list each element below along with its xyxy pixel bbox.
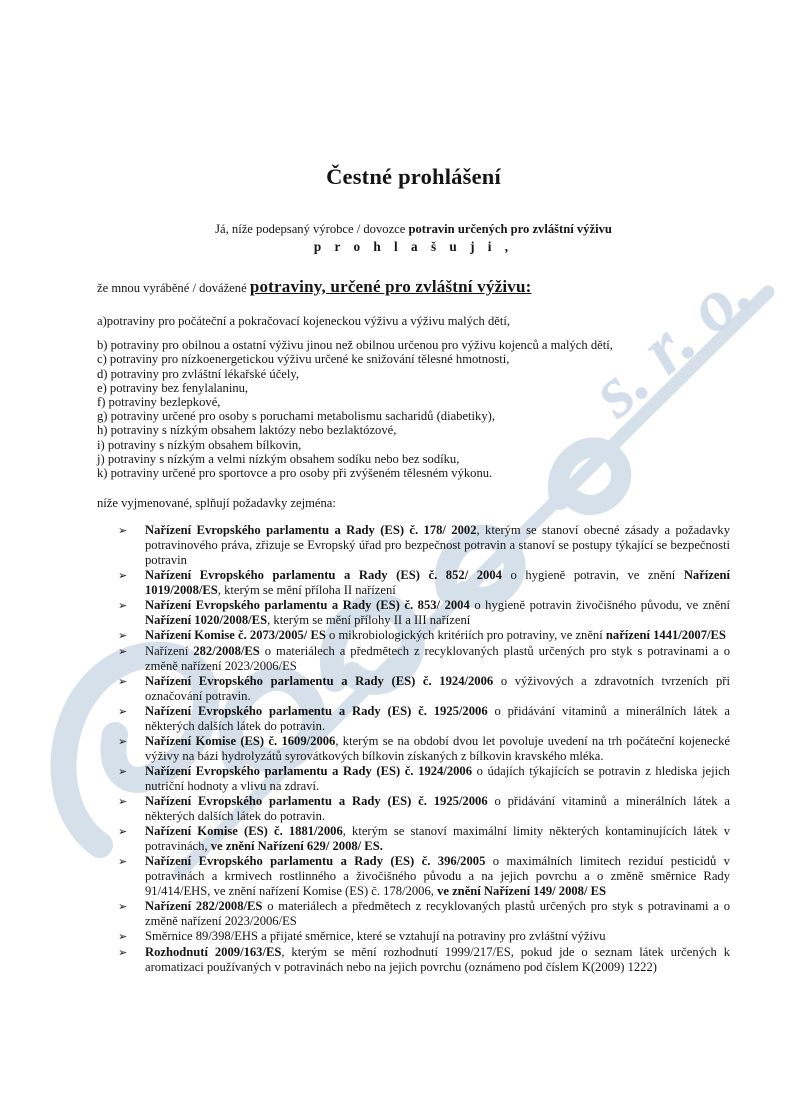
category-item: i) potraviny s nízkým obsahem bílkovin, [97, 437, 302, 452]
bullet-arrow-icon: ➢ [118, 630, 128, 643]
requirement-item [118, 644, 730, 674]
requirement-item [118, 704, 730, 734]
bullet-arrow-icon: ➢ [118, 947, 128, 960]
requirement-item [118, 598, 730, 628]
requirement-text [145, 764, 730, 794]
text-run: o mikrobiologických kritériích pro potraviny, ve znění [325, 628, 606, 643]
text-run: , kterým se mění přílohy II a III nařízení [267, 613, 471, 628]
text-run: o hygieně potravin, ve znění [501, 568, 684, 583]
requirement-item [118, 628, 730, 644]
text-run: Nařízení 1020/2008/ES [145, 613, 268, 628]
text-run: ve znění Nařízení 149/ 2008/ ES [437, 884, 607, 899]
text-run: o výživových a zdravotních tvrzeních při označování potravin. [145, 674, 730, 704]
text-run: 282/2008/ES [193, 644, 260, 659]
bullet-arrow-icon: ➢ [118, 931, 128, 944]
requirement-text [145, 704, 730, 734]
category-item: b) potraviny pro obilnou a ostatní výživu jinou než obilnou určenou pro výživu kojenců a malých dětí, [97, 338, 613, 353]
category-item: h) potraviny s nízkým obsahem laktózy nebo bezlaktózové, [97, 423, 397, 438]
category-item: j) potraviny s nízkým a velmi nízkým obsahem sodíku nebo bez sodíku, [97, 451, 460, 466]
bullet-arrow-icon: ➢ [118, 646, 128, 659]
requirement-item [118, 854, 730, 899]
requirement-text [145, 598, 730, 628]
requirement-text [145, 674, 730, 704]
requirement-text [145, 568, 730, 598]
bullet-arrow-icon: ➢ [118, 600, 128, 613]
requirement-text [145, 929, 730, 945]
text-run: Nařízení Evropského parlamentu a Rady (ES) č. 1924/2006 [145, 674, 494, 689]
text-run: o údajích týkajících se potravin z hlediska jejich nutriční hodnoty a vlivu na zdraví. [145, 764, 730, 794]
bullet-arrow-icon: ➢ [118, 766, 128, 779]
requirement-text [145, 824, 730, 854]
category-item: g) potraviny určené pro osoby s poruchami metabolismu sacharidů (diabetiky), [97, 409, 495, 424]
text-run: Nařízení [145, 644, 194, 659]
page-title: Čestné prohlášení [326, 164, 501, 189]
text-run: Nařízení Evropského parlamentu a Rady (ES) č. 852/ 2004 [145, 568, 502, 583]
text-run: , kterým se stanoví maximální limity některých kontaminujících látek v potravinách, [145, 824, 730, 854]
requirement-item [118, 674, 730, 704]
subject-prefix: že mnou vyráběné / dovážené [97, 281, 250, 295]
document-content [0, 164, 800, 975]
requirement-item [118, 523, 730, 568]
text-run: o materiálech a předmětech z recyklovaných plastů určených pro styk s potravinami a o změně nařízení 2023/2006/ES [145, 899, 730, 929]
subject-line [97, 276, 730, 299]
requirement-item [118, 945, 730, 975]
requirement-text [145, 628, 730, 644]
text-run: Nařízení Evropského parlamentu a Rady (ES) č. 853/ 2004 [145, 598, 470, 613]
text-run: Nařízení Komise (ES) č. 1881/2006 [145, 824, 343, 839]
requirement-item [118, 568, 730, 598]
text-run: Nařízení Komise č. 2073/2005/ ES [145, 628, 326, 643]
requirement-text [145, 644, 730, 674]
requirements-intro: níže vyjmenované, splňují požadavky zejména: [97, 496, 336, 511]
text-run: , kterým se mění příloha II nařízení [217, 583, 396, 598]
requirement-item [118, 734, 730, 764]
category-item: c) potraviny pro nízkoenergetickou výživu určené ke snižování tělesné hmotnosti, [97, 352, 510, 367]
text-run: o materiálech a předmětech z recyklovaných plastů určených pro styk s potravinami a o změně nařízení 2023/2006/ES [145, 644, 730, 674]
watermark-suffix-text: s. r. o. [575, 250, 768, 433]
text-run: potravin určených pro zvláštní výživu [408, 222, 612, 236]
text-run: Nařízení Evropského parlamentu a Rady (ES) č. 178/ 2002 [145, 523, 477, 538]
text-run: o přidávání vitaminů a minerálních látek a některých dalších látek do potravin. [145, 704, 730, 734]
requirement-item [118, 929, 730, 945]
bullet-arrow-icon: ➢ [118, 736, 128, 749]
text-run: , kterým se mění rozhodnutí 1999/217/ES, pokud jde o seznam látek určených k aromatizaci používaných v potravinách nebo na jejich povrchu (oznámeno pod číslem K(2009) 1222) [145, 945, 730, 975]
bullet-arrow-icon: ➢ [118, 676, 128, 689]
category-item: a)potraviny pro počáteční a pokračovací kojeneckou výživu a výživu malých dětí, [97, 314, 510, 328]
requirements-list [118, 523, 730, 975]
declarant-line [97, 221, 730, 237]
text-run: Rozhodnutí 2009/163/ES [145, 945, 282, 960]
requirement-text [145, 523, 730, 568]
text-run: nařízení 1441/2007/ES [605, 628, 726, 643]
text-run: , kterým se na období dvou let povoluje uvedení na trh počáteční kojenecké výživy na bázi hydrolyzátů syrovátkových bílkovin získaných z bílkovin kravského mléka. [145, 734, 730, 764]
text-run: ve znění Nařízení 629/ 2008/ ES. [210, 839, 383, 854]
bullet-arrow-icon: ➢ [118, 856, 128, 869]
text-run: Nařízení 1019/2008/ES [145, 568, 730, 598]
category-item: f) potraviny bezlepkové, [97, 395, 221, 410]
text-run: Nařízení Komise (ES) č. 1609/2006 [145, 734, 336, 749]
requirement-item [118, 824, 730, 854]
category-list [97, 314, 730, 480]
text-run: Nařízení 282/2008/ES [145, 899, 263, 914]
requirement-text [145, 734, 730, 764]
bullet-arrow-icon: ➢ [118, 706, 128, 719]
bullet-arrow-icon: ➢ [118, 796, 128, 809]
requirement-item [118, 764, 730, 794]
text-run: o maximálních limitech reziduí pesticidů v potravinách a krmivech rostlinného a živočišného původu a na jejich povrchu a o změně směrnice Rady 91/414/EHS, ve znění nařízení Komise (ES) č. 178/2006, [145, 854, 730, 899]
bullet-arrow-icon: ➢ [118, 826, 128, 839]
bullet-arrow-icon: ➢ [118, 570, 128, 583]
requirement-text [145, 945, 730, 975]
text-run: Já, níže podepsaný výrobce / dovozce [215, 222, 409, 236]
bullet-arrow-icon: ➢ [118, 525, 128, 538]
text-run: Směrnice 89/398/EHS a přijaté směrnice, které se vztahují na potraviny pro zvláštní výživu [145, 929, 606, 944]
text-run: Nařízení Evropského parlamentu a Rady (ES) č. 1925/2006 [145, 794, 488, 809]
subject-emphasis: potraviny, určené pro zvláštní výživu: [249, 277, 532, 296]
requirement-text [145, 854, 730, 899]
text-run: , kterým se stanoví obecné zásady a požadavky potravinového práva, zřizuje se Evropský úřad pro bezpečnost potravin a stanoví se postupy týkající se bezpečnosti potravin [145, 523, 731, 568]
text-run: o přidávání vitaminů a minerálních látek a některých dalších látek do potravin. [145, 794, 730, 824]
requirement-item [118, 794, 730, 824]
text-run: Nařízení Evropského parlamentu a Rady (ES) č. 396/2005 [145, 854, 486, 869]
requirement-text [145, 899, 730, 929]
requirement-item [118, 899, 730, 929]
category-item: e) potraviny bez fenylalaninu, [97, 380, 249, 395]
requirement-text [145, 794, 730, 824]
category-item: d) potraviny pro zvláštní lékařské účely, [97, 366, 300, 381]
category-item: k) potraviny určené pro sportovce a pro osoby při zvýšeném tělesném výkonu. [97, 466, 493, 481]
declare-word: p r o h l a š u j i , [313, 239, 514, 254]
bullet-arrow-icon: ➢ [118, 901, 128, 914]
text-run: Nařízení Evropského parlamentu a Rady (ES) č. 1924/2006 [145, 764, 473, 779]
text-run: Nařízení Evropského parlamentu a Rady (ES) č. 1925/2006 [145, 704, 488, 719]
text-run: o hygieně potravin živočišného původu, ve znění [469, 598, 730, 613]
